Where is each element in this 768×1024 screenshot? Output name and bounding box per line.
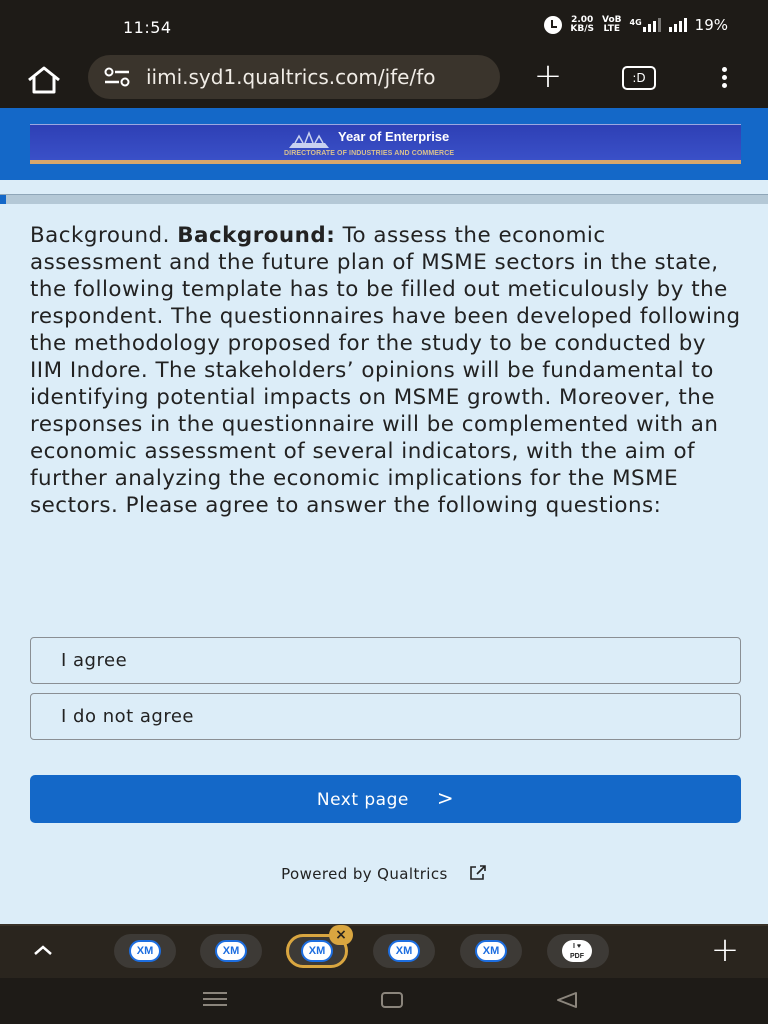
network-speed (570, 16, 594, 34)
back-icon[interactable] (555, 990, 579, 1010)
tab-ilovepdf[interactable] (547, 934, 609, 968)
close-tab-icon[interactable]: × (329, 925, 353, 945)
home-icon[interactable] (24, 64, 64, 96)
volte-top: VoB (601, 15, 622, 25)
external-link-icon[interactable] (469, 865, 487, 881)
choice-i-agree[interactable]: I agree (30, 637, 741, 684)
browser-toolbar (0, 52, 768, 108)
status-bar (0, 0, 768, 52)
sim2-signal-icon (669, 18, 687, 32)
network-speed-unit: KB/S (570, 24, 594, 34)
tab-xm-1[interactable] (114, 934, 176, 968)
progress-bar (0, 194, 768, 204)
signal-icon (643, 18, 661, 32)
system-nav-bar (0, 978, 768, 1024)
question-text (30, 222, 742, 519)
powered-by-footer[interactable] (0, 865, 768, 883)
qualtrics-xm-icon: XM (129, 940, 161, 962)
progress-fill (0, 195, 6, 204)
survey-page (0, 108, 768, 924)
tab-xm-5[interactable] (460, 934, 522, 968)
status-icons (544, 16, 728, 34)
survey-header (0, 108, 768, 180)
new-tab-icon[interactable]: + (533, 56, 563, 96)
question-bold-label: Background: (177, 223, 336, 248)
ilovepdf-icon (562, 940, 592, 962)
banner-subtitle: DIRECTORATE OF INDUSTRIES AND COMMERCE (284, 150, 455, 157)
url-text[interactable]: iimi.syd1.qualtrics.com/jfe/fo (146, 65, 436, 89)
question-lead: Background. (30, 223, 170, 248)
network-type: 4G (629, 18, 642, 27)
emblem-logo (285, 130, 333, 150)
volte-bottom: LTE (603, 24, 621, 34)
choice-i-do-not-agree[interactable]: I do not agree (30, 693, 741, 740)
next-page-button[interactable] (30, 775, 741, 823)
address-bar[interactable] (88, 55, 500, 99)
home-nav-icon[interactable] (381, 992, 403, 1008)
network-speed-value: 2.00 (571, 15, 594, 25)
sim1-signal (630, 18, 661, 32)
banner-title: Year of Enterprise (338, 129, 450, 144)
tab-strip (0, 924, 768, 978)
qualtrics-xm-icon: XM (475, 940, 507, 962)
qualtrics-xm-icon: XM (301, 940, 333, 962)
chevron-up-icon[interactable] (30, 940, 56, 960)
tab-xm-active[interactable] (286, 927, 348, 968)
tab-xm-2[interactable] (200, 934, 262, 968)
tab-switcher-button[interactable]: :D (622, 66, 656, 90)
alarm-icon (544, 16, 562, 34)
header-banner (30, 124, 741, 164)
more-menu-icon[interactable] (716, 64, 732, 94)
qualtrics-xm-icon: XM (388, 940, 420, 962)
clock: 11:54 (123, 18, 172, 37)
site-settings-icon[interactable] (104, 67, 130, 87)
volte-indicator (602, 16, 622, 34)
battery-level: 19% (694, 16, 728, 34)
chevron-right-icon: > (436, 786, 455, 810)
question-body: To assess the economic assessment and the future plan of MSME sectors in the state, the following template has to be filled out meticulously by the respondent. The questionnaires have been developed following the methodology proposed for the study to be conducted by IIM Indore. The stakeholders’ opinions will be fundamental to identifying potential impacts on MSME growth. Moreover, the responses in the questionnaire will be complemented with an economic assessment of several indicators, with the aim of further analyzing the economic implications for the MSME sectors. Please agree to answer the following questions: (30, 223, 741, 518)
add-tab-icon[interactable]: + (710, 930, 740, 970)
pdf-logo-top: I ♥ (572, 943, 582, 950)
recents-icon[interactable] (203, 992, 227, 1008)
tab-xm-4[interactable] (373, 934, 435, 968)
next-page-label: Next page (316, 790, 409, 810)
pdf-logo-bottom: PDF (570, 953, 584, 960)
qualtrics-xm-icon: XM (215, 940, 247, 962)
powered-by-text[interactable]: Powered by Qualtrics (281, 865, 448, 883)
